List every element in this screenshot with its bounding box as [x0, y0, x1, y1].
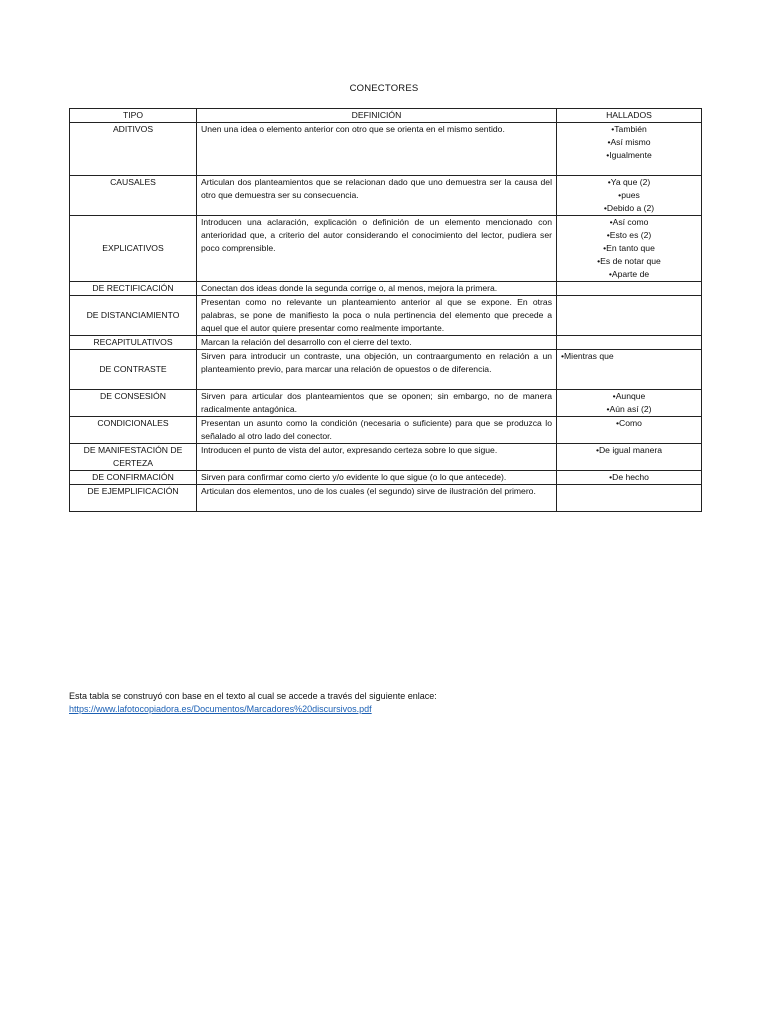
row-tipo: DE CONTRASTE [70, 350, 197, 390]
table-row [70, 417, 702, 444]
row-hallados [557, 282, 702, 296]
row-definicion: Sirven para confirmar como cierto y/o evidente lo que sigue (o lo que antecede). [197, 471, 557, 485]
row-tipo: DE EJEMPLIFICACIÓN [70, 485, 197, 512]
row-definicion: Sirven para articular dos planteamientos que se oponen; sin embargo, no de manera radicalmente antagónica. [197, 390, 557, 417]
page-title: CONECTORES [349, 83, 419, 94]
hallado-item: • Debido a (2) [561, 202, 697, 215]
row-hallados [557, 485, 702, 512]
row-tipo: CAUSALES [70, 176, 197, 216]
table-row [70, 216, 702, 282]
row-hallados [557, 444, 702, 471]
row-hallados [557, 216, 702, 282]
hallado-item: • Así mismo [561, 136, 697, 149]
row-definicion: Sirven para introducir un contraste, una objeción, un contraargumento en relación a un planteamiento previo, para marcar una relación de opuestos o de diferencia. [197, 350, 557, 390]
hallado-item: • También [561, 123, 697, 136]
table-row [70, 471, 702, 485]
row-hallados [557, 336, 702, 350]
hallado-item: • En tanto que [561, 242, 697, 255]
hallado-item: • Aún así (2) [561, 403, 697, 416]
header-definicion: DEFINICIÓN [197, 109, 557, 123]
row-tipo: CONDICIONALES [70, 417, 197, 444]
row-hallados [557, 471, 702, 485]
row-definicion: Presentan un asunto como la condición (necesaria o suficiente) para que se produzca lo señalado al otro lado del conector. [197, 417, 557, 444]
hallado-item: • Aunque [561, 390, 697, 403]
hallado-item: • Así como [561, 216, 697, 229]
row-definicion: Articulan dos planteamientos que se relacionan dado que uno demuestra ser la causa del otro que demuestra ser su consecuencia. [197, 176, 557, 216]
row-definicion: Introducen el punto de vista del autor, expresando certeza sobre lo que sigue. [197, 444, 557, 471]
hallado-item: • Es de notar que [561, 255, 697, 268]
row-hallados [557, 123, 702, 176]
table-row [70, 485, 702, 512]
row-definicion: Unen una idea o elemento anterior con otro que se orienta en el mismo sentido. [197, 123, 557, 176]
row-tipo: DE DISTANCIAMIENTO [70, 296, 197, 336]
hallado-item: • Igualmente [561, 149, 697, 162]
hallado-item: • Ya que (2) [561, 176, 697, 189]
hallado-item: • Mientras que [561, 350, 697, 363]
header-hallados: HALLADOS [557, 109, 702, 123]
hallado-item: • Aparte de [561, 268, 697, 281]
row-hallados [557, 390, 702, 417]
row-tipo: RECAPITULATIVOS [70, 336, 197, 350]
row-tipo: DE CONSESIÓN [70, 390, 197, 417]
row-tipo: DE MANIFESTACIÓN DE CERTEZA [70, 444, 197, 471]
row-definicion: Introducen una aclaración, explicación o definición de un elemento mencionado con anterioridad que, a criterio del autor considerando el conocimiento del lector, pudiera ser poco comprensible. [197, 216, 557, 282]
row-tipo: DE RECTIFICACIÓN [70, 282, 197, 296]
table-row [70, 390, 702, 417]
table-row [70, 296, 702, 336]
row-tipo: ADITIVOS [70, 123, 197, 176]
hallado-item: • Esto es (2) [561, 229, 697, 242]
row-hallados [557, 417, 702, 444]
hallado-item: • De igual manera [561, 444, 697, 457]
hallado-item: • pues [561, 189, 697, 202]
row-hallados [557, 176, 702, 216]
source-link[interactable]: https://www.lafotocopiadora.es/Documentos/Marcadores%20discursivos.pdf [69, 704, 372, 714]
table-row [70, 282, 702, 296]
row-definicion: Presentan como no relevante un planteamiento anterior al que se expone. En otras palabras, se pone de manifiesto la poca o nula pertinencia del elemento que precede a aquel que el autor quiere presentar como realmente importante. [197, 296, 557, 336]
connectors-table [69, 108, 702, 512]
table-row [70, 336, 702, 350]
header-tipo: TIPO [70, 109, 197, 123]
row-definicion: Marcan la relación del desarrollo con el cierre del texto. [197, 336, 557, 350]
table-row [70, 176, 702, 216]
row-hallados [557, 296, 702, 336]
row-definicion: Conectan dos ideas donde la segunda corrige o, al menos, mejora la primera. [197, 282, 557, 296]
source-note: Esta tabla se construyó con base en el texto al cual se accede a través del siguiente enlace: [69, 691, 437, 701]
hallado-item: • Como [561, 417, 697, 430]
table-header-row [70, 109, 702, 123]
row-definicion: Articulan dos elementos, uno de los cuales (el segundo) sirve de ilustración del primero. [197, 485, 557, 512]
table-row [70, 123, 702, 176]
row-tipo: DE CONFIRMACIÓN [70, 471, 197, 485]
table-row [70, 350, 702, 390]
hallado-item: • De hecho [561, 471, 697, 484]
table-row [70, 444, 702, 471]
row-hallados [557, 350, 702, 390]
row-tipo: EXPLICATIVOS [70, 216, 197, 282]
